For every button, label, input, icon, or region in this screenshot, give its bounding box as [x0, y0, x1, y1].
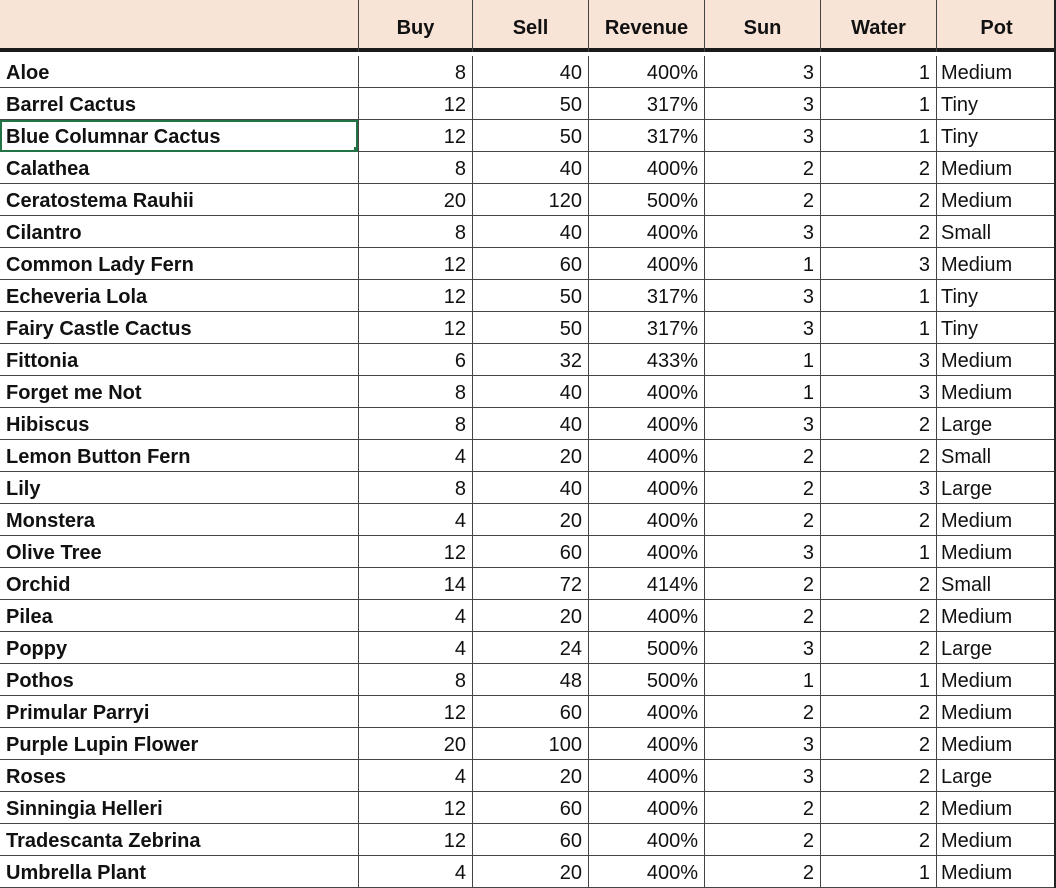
cell-revenue[interactable]: 500% — [588, 184, 704, 216]
cell-sun[interactable]: 3 — [704, 408, 820, 440]
cell-pot[interactable]: Large — [936, 472, 1056, 504]
cell-name[interactable]: Cilantro — [0, 216, 358, 248]
table-row — [0, 120, 1056, 152]
cell-sun[interactable]: 3 — [704, 216, 820, 248]
cell-revenue[interactable]: 500% — [588, 664, 704, 696]
cell-sun[interactable]: 2 — [704, 696, 820, 728]
cell-sun[interactable]: 3 — [704, 56, 820, 88]
table-row — [0, 88, 1056, 120]
cell-pot[interactable]: Medium — [936, 664, 1056, 696]
cell-buy[interactable]: 4 — [358, 632, 472, 664]
cell-buy[interactable]: 4 — [358, 440, 472, 472]
header-sell[interactable]: Sell — [472, 0, 588, 52]
cell-pot[interactable]: Small — [936, 440, 1056, 472]
cell-buy[interactable]: 8 — [358, 472, 472, 504]
cell-water[interactable]: 2 — [820, 408, 936, 440]
cell-pot[interactable]: Small — [936, 216, 1056, 248]
table-row — [0, 536, 1056, 568]
header-sun[interactable]: Sun — [704, 0, 820, 52]
cell-buy[interactable]: 12 — [358, 120, 472, 152]
cell-buy[interactable]: 4 — [358, 504, 472, 536]
cell-sun[interactable]: 3 — [704, 536, 820, 568]
cell-sell[interactable]: 24 — [472, 632, 588, 664]
cell-pot[interactable]: Tiny — [936, 120, 1056, 152]
cell-water[interactable]: 3 — [820, 376, 936, 408]
cell-name[interactable]: Fairy Castle Cactus — [0, 312, 358, 344]
cell-name[interactable]: Lily — [0, 472, 358, 504]
table-row — [0, 792, 1056, 824]
cell-name[interactable]: Tradescanta Zebrina — [0, 824, 358, 856]
cell-sun[interactable]: 1 — [704, 376, 820, 408]
table-row — [0, 504, 1056, 536]
cell-water[interactable]: 1 — [820, 280, 936, 312]
cell-revenue[interactable]: 400% — [588, 504, 704, 536]
cell-revenue[interactable]: 400% — [588, 216, 704, 248]
cell-name[interactable]: Barrel Cactus — [0, 88, 358, 120]
cell-sun[interactable]: 2 — [704, 504, 820, 536]
cell-pot[interactable]: Large — [936, 408, 1056, 440]
cell-pot[interactable]: Medium — [936, 536, 1056, 568]
cell-buy[interactable]: 8 — [358, 664, 472, 696]
cell-sell[interactable]: 72 — [472, 568, 588, 600]
cell-name[interactable]: Orchid — [0, 568, 358, 600]
cell-name[interactable]: Fittonia — [0, 344, 358, 376]
cell-buy[interactable]: 12 — [358, 696, 472, 728]
cell-water[interactable]: 3 — [820, 472, 936, 504]
table-row — [0, 824, 1056, 856]
cell-name[interactable]: Aloe — [0, 56, 358, 88]
cell-revenue[interactable]: 317% — [588, 280, 704, 312]
cell-water[interactable]: 2 — [820, 696, 936, 728]
cell-water[interactable]: 2 — [820, 568, 936, 600]
cell-sell[interactable]: 100 — [472, 728, 588, 760]
cell-sell[interactable]: 60 — [472, 536, 588, 568]
cell-pot[interactable]: Medium — [936, 600, 1056, 632]
cell-revenue[interactable]: 400% — [588, 600, 704, 632]
cell-buy[interactable]: 12 — [358, 88, 472, 120]
table-row — [0, 664, 1056, 696]
cell-sun[interactable]: 2 — [704, 440, 820, 472]
cell-sell[interactable]: 50 — [472, 312, 588, 344]
cell-revenue[interactable]: 400% — [588, 376, 704, 408]
cell-buy[interactable]: 8 — [358, 216, 472, 248]
cell-sun[interactable]: 2 — [704, 184, 820, 216]
cell-revenue[interactable]: 317% — [588, 312, 704, 344]
cell-revenue[interactable]: 400% — [588, 856, 704, 888]
cell-sell[interactable]: 40 — [472, 472, 588, 504]
cell-sell[interactable]: 20 — [472, 600, 588, 632]
cell-revenue[interactable]: 400% — [588, 472, 704, 504]
cell-name[interactable]: Calathea — [0, 152, 358, 184]
cell-revenue[interactable]: 317% — [588, 120, 704, 152]
cell-name[interactable]: Pilea — [0, 600, 358, 632]
cell-water[interactable]: 2 — [820, 152, 936, 184]
cell-water[interactable]: 1 — [820, 664, 936, 696]
cell-sun[interactable]: 2 — [704, 856, 820, 888]
cell-buy[interactable]: 4 — [358, 856, 472, 888]
cell-water[interactable]: 1 — [820, 536, 936, 568]
table-row — [0, 600, 1056, 632]
cell-sun[interactable]: 1 — [704, 664, 820, 696]
cell-sell[interactable]: 40 — [472, 408, 588, 440]
cell-pot[interactable]: Medium — [936, 824, 1056, 856]
cell-sun[interactable]: 2 — [704, 472, 820, 504]
cell-pot[interactable]: Small — [936, 568, 1056, 600]
header-pot[interactable]: Pot — [936, 0, 1056, 52]
cell-sell[interactable]: 40 — [472, 376, 588, 408]
cell-pot[interactable]: Tiny — [936, 312, 1056, 344]
cell-name[interactable]: Purple Lupin Flower — [0, 728, 358, 760]
cell-water[interactable]: 2 — [820, 440, 936, 472]
cell-revenue[interactable]: 500% — [588, 632, 704, 664]
cell-name[interactable]: Hibiscus — [0, 408, 358, 440]
cell-name[interactable]: Pothos — [0, 664, 358, 696]
cell-buy[interactable]: 8 — [358, 152, 472, 184]
cell-water[interactable]: 1 — [820, 56, 936, 88]
cell-sell[interactable]: 48 — [472, 664, 588, 696]
cell-buy[interactable]: 12 — [358, 248, 472, 280]
cell-sell[interactable]: 50 — [472, 88, 588, 120]
cell-name[interactable]: Echeveria Lola — [0, 280, 358, 312]
cell-buy[interactable]: 12 — [358, 312, 472, 344]
cell-water[interactable]: 2 — [820, 824, 936, 856]
table-row — [0, 696, 1056, 728]
cell-sell[interactable]: 60 — [472, 696, 588, 728]
header-water[interactable]: Water — [820, 0, 936, 52]
cell-revenue[interactable]: 317% — [588, 88, 704, 120]
table-row — [0, 472, 1056, 504]
cell-buy[interactable]: 12 — [358, 280, 472, 312]
cell-water[interactable]: 3 — [820, 248, 936, 280]
cell-water[interactable]: 2 — [820, 504, 936, 536]
cell-pot[interactable]: Medium — [936, 856, 1056, 888]
cell-water[interactable]: 3 — [820, 344, 936, 376]
cell-buy[interactable]: 20 — [358, 184, 472, 216]
cell-sun[interactable]: 2 — [704, 600, 820, 632]
table-row — [0, 216, 1056, 248]
cell-sell[interactable]: 20 — [472, 504, 588, 536]
cell-sun[interactable]: 3 — [704, 760, 820, 792]
cell-buy[interactable]: 4 — [358, 600, 472, 632]
cell-water[interactable]: 2 — [820, 216, 936, 248]
table-row — [0, 152, 1056, 184]
cell-water[interactable]: 2 — [820, 184, 936, 216]
header-revenue[interactable]: Revenue — [588, 0, 704, 52]
cell-sun[interactable]: 2 — [704, 152, 820, 184]
table-row — [0, 408, 1056, 440]
cell-buy[interactable]: 14 — [358, 568, 472, 600]
cell-sell[interactable]: 40 — [472, 152, 588, 184]
cell-revenue[interactable]: 400% — [588, 248, 704, 280]
cell-sun[interactable]: 2 — [704, 824, 820, 856]
table-row — [0, 280, 1056, 312]
cell-revenue[interactable]: 400% — [588, 792, 704, 824]
header-row — [0, 0, 1056, 52]
table-row — [0, 760, 1056, 792]
cell-sell[interactable]: 50 — [472, 280, 588, 312]
cell-pot[interactable]: Medium — [936, 56, 1056, 88]
cell-name[interactable]: Roses — [0, 760, 358, 792]
cell-buy[interactable]: 12 — [358, 792, 472, 824]
cell-water[interactable]: 1 — [820, 120, 936, 152]
cell-water[interactable]: 2 — [820, 792, 936, 824]
cell-pot[interactable]: Tiny — [936, 88, 1056, 120]
table-row — [0, 728, 1056, 760]
cell-revenue[interactable]: 414% — [588, 568, 704, 600]
cell-sell[interactable]: 20 — [472, 856, 588, 888]
cell-sell[interactable]: 60 — [472, 792, 588, 824]
table-row — [0, 344, 1056, 376]
cell-water[interactable]: 1 — [820, 88, 936, 120]
cell-revenue[interactable]: 400% — [588, 728, 704, 760]
cell-pot[interactable]: Medium — [936, 728, 1056, 760]
cell-sell[interactable]: 120 — [472, 184, 588, 216]
cell-buy[interactable]: 4 — [358, 760, 472, 792]
cell-sun[interactable]: 2 — [704, 792, 820, 824]
cell-name[interactable]: Common Lady Fern — [0, 248, 358, 280]
cell-revenue[interactable]: 400% — [588, 152, 704, 184]
cell-sun[interactable]: 3 — [704, 728, 820, 760]
cell-sell[interactable]: 20 — [472, 440, 588, 472]
cell-sun[interactable]: 3 — [704, 88, 820, 120]
table-row — [0, 568, 1056, 600]
cell-buy[interactable]: 12 — [358, 536, 472, 568]
header-name[interactable] — [0, 0, 358, 52]
cell-water[interactable]: 2 — [820, 600, 936, 632]
cell-buy[interactable]: 8 — [358, 376, 472, 408]
cell-name[interactable]: Olive Tree — [0, 536, 358, 568]
cell-sell[interactable]: 50 — [472, 120, 588, 152]
cell-buy[interactable]: 8 — [358, 56, 472, 88]
cell-pot[interactable]: Medium — [936, 792, 1056, 824]
cell-buy[interactable]: 20 — [358, 728, 472, 760]
cell-revenue[interactable]: 400% — [588, 536, 704, 568]
cell-revenue[interactable]: 400% — [588, 760, 704, 792]
table-row — [0, 376, 1056, 408]
cell-buy[interactable]: 6 — [358, 344, 472, 376]
cell-sell[interactable]: 60 — [472, 824, 588, 856]
cell-pot[interactable]: Large — [936, 760, 1056, 792]
cell-pot[interactable]: Medium — [936, 696, 1056, 728]
cell-sell[interactable]: 40 — [472, 56, 588, 88]
cell-name[interactable]: Primular Parryi — [0, 696, 358, 728]
cell-sell[interactable]: 20 — [472, 760, 588, 792]
table-row — [0, 184, 1056, 216]
cell-buy[interactable]: 12 — [358, 824, 472, 856]
cell-name[interactable]: Poppy — [0, 632, 358, 664]
table-row — [0, 440, 1056, 472]
cell-name[interactable]: Monstera — [0, 504, 358, 536]
cell-revenue[interactable]: 400% — [588, 824, 704, 856]
cell-sell[interactable]: 60 — [472, 248, 588, 280]
active-cell[interactable]: Blue Columnar Cactus — [0, 120, 358, 152]
cell-pot[interactable]: Medium — [936, 184, 1056, 216]
cell-water[interactable]: 1 — [820, 856, 936, 888]
cell-pot[interactable]: Tiny — [936, 280, 1056, 312]
cell-revenue[interactable]: 433% — [588, 344, 704, 376]
cell-revenue[interactable]: 400% — [588, 408, 704, 440]
cell-pot[interactable]: Medium — [936, 152, 1056, 184]
header-buy[interactable]: Buy — [358, 0, 472, 52]
cell-name[interactable]: Umbrella Plant — [0, 856, 358, 888]
cell-sun[interactable]: 3 — [704, 120, 820, 152]
cell-revenue[interactable]: 400% — [588, 440, 704, 472]
cell-name[interactable]: Sinningia Helleri — [0, 792, 358, 824]
table-row — [0, 56, 1056, 88]
cell-sell[interactable]: 32 — [472, 344, 588, 376]
cell-name[interactable]: Lemon Button Fern — [0, 440, 358, 472]
cell-sell[interactable]: 40 — [472, 216, 588, 248]
cell-water[interactable]: 1 — [820, 312, 936, 344]
cell-revenue[interactable]: 400% — [588, 696, 704, 728]
cell-sun[interactable]: 1 — [704, 248, 820, 280]
cell-sun[interactable]: 2 — [704, 568, 820, 600]
cell-pot[interactable]: Medium — [936, 376, 1056, 408]
cell-water[interactable]: 2 — [820, 760, 936, 792]
cell-sun[interactable]: 1 — [704, 344, 820, 376]
cell-name[interactable]: Forget me Not — [0, 376, 358, 408]
cell-sun[interactable]: 3 — [704, 632, 820, 664]
cell-water[interactable]: 2 — [820, 728, 936, 760]
cell-pot[interactable]: Medium — [936, 504, 1056, 536]
cell-pot[interactable]: Large — [936, 632, 1056, 664]
table-row — [0, 856, 1056, 888]
cell-pot[interactable]: Medium — [936, 248, 1056, 280]
cell-name[interactable]: Ceratostema Rauhii — [0, 184, 358, 216]
table-row — [0, 248, 1056, 280]
cell-water[interactable]: 2 — [820, 632, 936, 664]
table-row — [0, 312, 1056, 344]
cell-sun[interactable]: 3 — [704, 280, 820, 312]
cell-buy[interactable]: 8 — [358, 408, 472, 440]
cell-revenue[interactable]: 400% — [588, 56, 704, 88]
cell-sun[interactable]: 3 — [704, 312, 820, 344]
table-row — [0, 632, 1056, 664]
cell-pot[interactable]: Medium — [936, 344, 1056, 376]
